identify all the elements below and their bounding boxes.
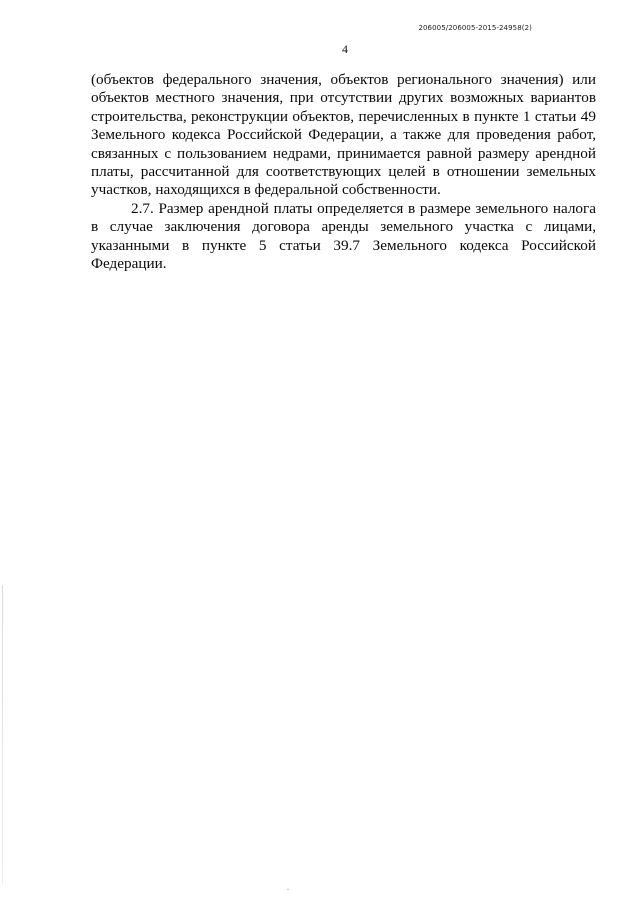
page-number: 4 bbox=[342, 42, 348, 56]
document-id: 206005/206005-2015-24958(2) bbox=[418, 24, 532, 32]
paragraph-continuation: (объектов федерального значения, объектов регионального значения) или объектов местного значения, при отсутствии других возможных вариантов строительства, реконструкции объектов, перечисленных в пункте 1 статьи 49 Земельного кодекса Российской Федерации, а также для проведения работ, связанных с пользованием недрами, принимается равной размеру арендной платы, рассчитанной для соответствующих целей в отношении земельных участков, находящихся в федеральной собственности. bbox=[91, 71, 596, 199]
document-body bbox=[91, 71, 596, 273]
scan-dot-artifact bbox=[287, 889, 289, 890]
scan-edge-artifact bbox=[2, 585, 3, 885]
paragraph-2-7: 2.7. Размер арендной платы определяется в размере земельного налога в случае заключения договора аренды земельного участка с лицами, указанными в пункте 5 статьи 39.7 Земельного кодекса Российской Федерации. bbox=[91, 199, 596, 273]
